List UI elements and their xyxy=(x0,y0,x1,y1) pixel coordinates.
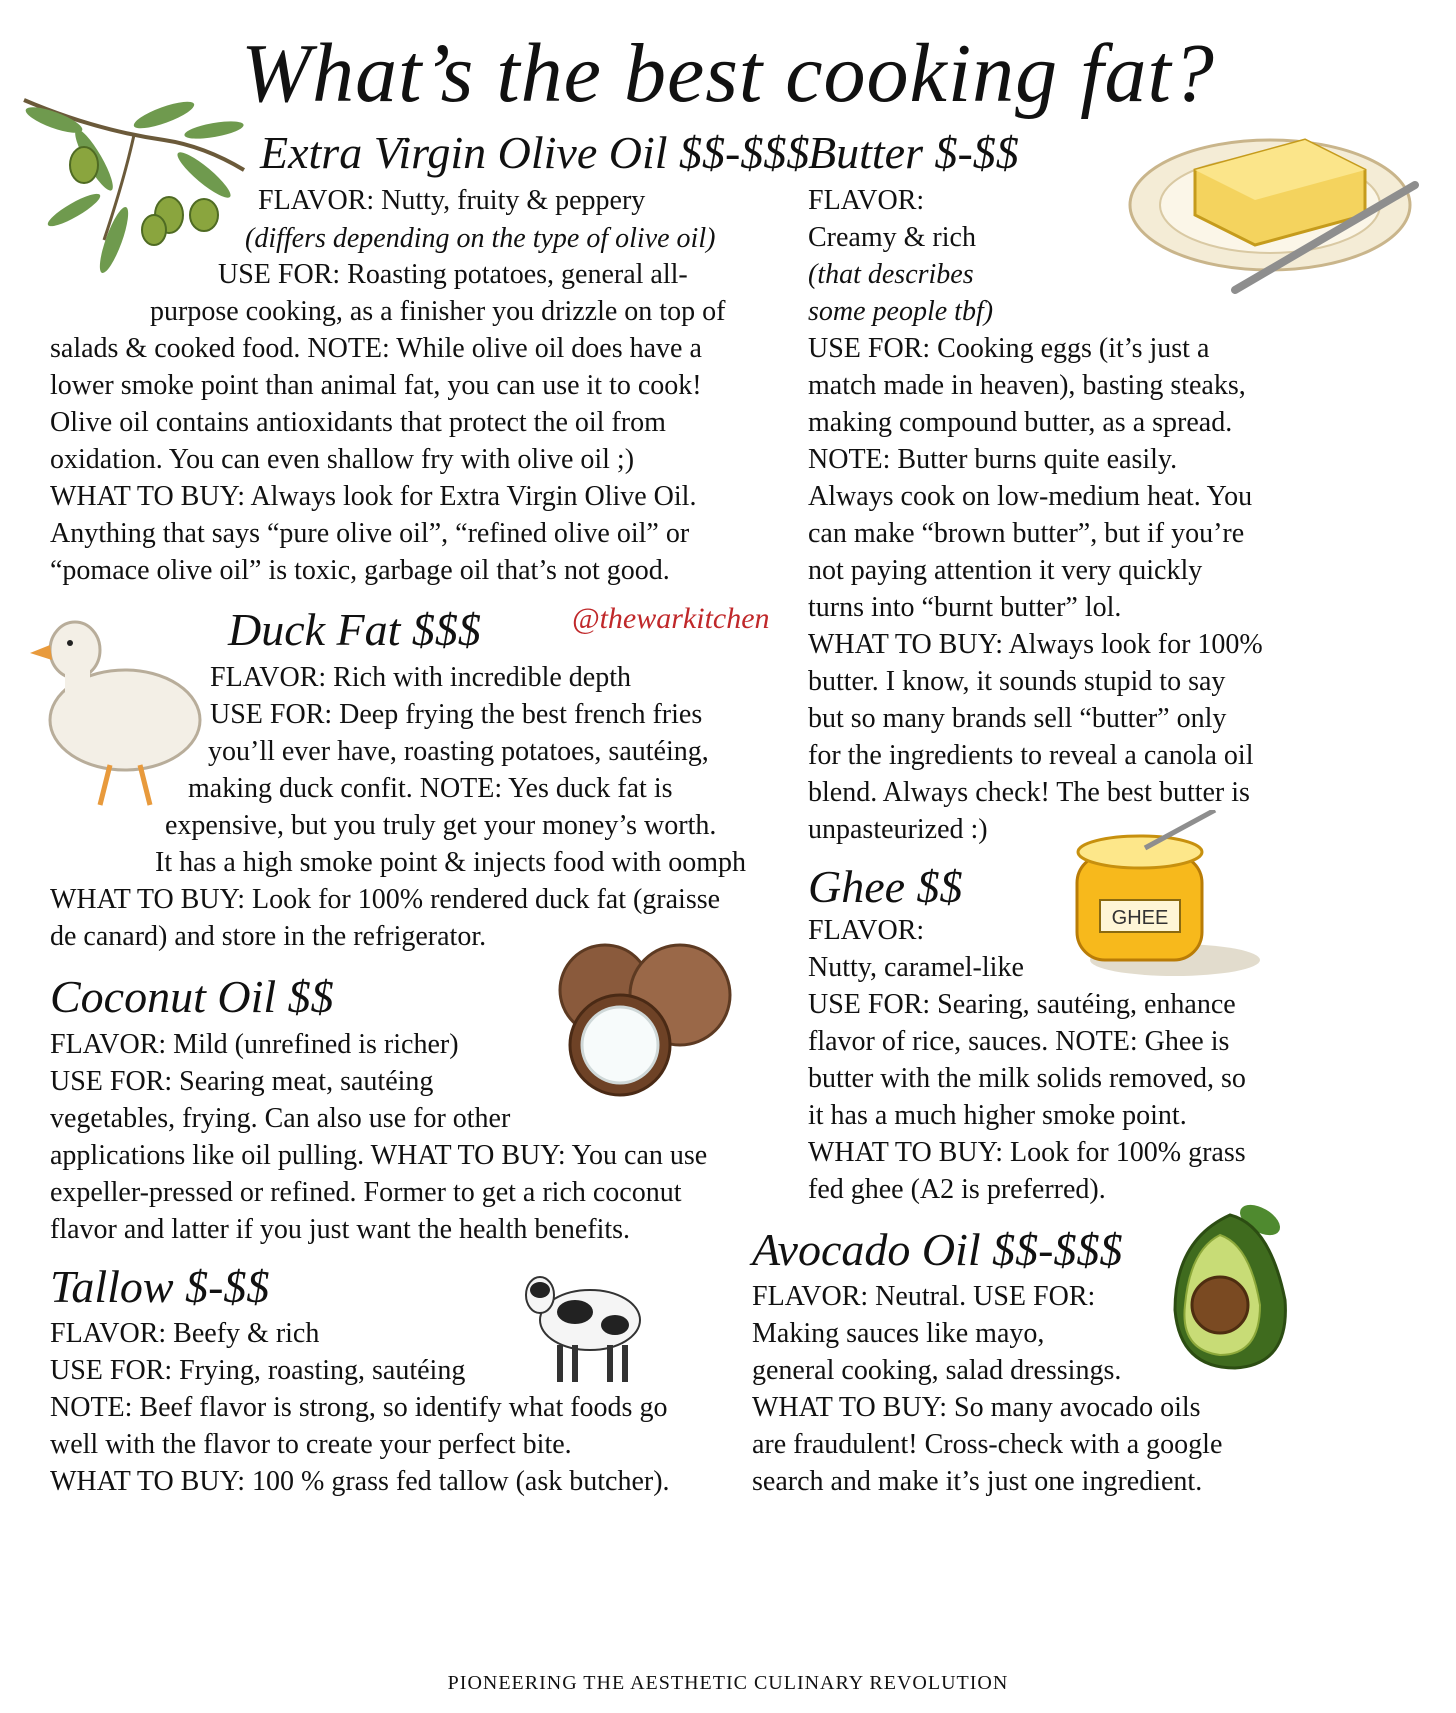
ghee-line: flavor of rice, sauces. NOTE: Ghee is xyxy=(808,1026,1230,1057)
duck-line: USE FOR: Deep frying the best french fries xyxy=(210,699,703,730)
ghee-line: FLAVOR: xyxy=(808,915,925,946)
avocado-line: WHAT TO BUY: So many avocado oils xyxy=(752,1392,1201,1423)
evoo-line: purpose cooking, as a finisher you drizzle on top of xyxy=(150,296,726,327)
avocado-line: search and make it’s just one ingredient. xyxy=(752,1466,1203,1497)
tallow-heading: Tallow $-$$ xyxy=(50,1261,270,1312)
evoo-line: Anything that says “pure olive oil”, “refined olive oil” or xyxy=(50,518,690,549)
avocado-line: Making sauces like mayo, xyxy=(752,1318,1045,1349)
butter-line: (that describes xyxy=(808,259,974,290)
cow-icon xyxy=(515,1260,650,1390)
evoo-line: Olive oil contains antioxidants that protect the oil from xyxy=(50,407,666,438)
tallow-line: NOTE: Beef flavor is strong, so identify what foods go xyxy=(50,1392,668,1423)
duck-line: FLAVOR: Rich with incredible depth xyxy=(210,662,631,693)
butter-line: not paying attention it very quickly xyxy=(808,555,1203,586)
tallow-line: FLAVOR: Beefy & rich xyxy=(50,1318,320,1349)
duck-heading: Duck Fat $$$ xyxy=(228,604,481,655)
butter-line: Creamy & rich xyxy=(808,222,976,253)
butter-line: some people tbf) xyxy=(808,296,994,327)
ghee-line: Nutty, caramel-like xyxy=(808,952,1024,983)
duck-line: de canard) and store in the refrigerator. xyxy=(50,921,487,952)
tallow-line: USE FOR: Frying, roasting, sautéing xyxy=(50,1355,466,1386)
evoo-line: lower smoke point than animal fat, you can use it to cook! xyxy=(50,370,702,401)
butter-line: but so many brands sell “butter” only xyxy=(808,703,1227,734)
butter-line: Always cook on low-medium heat. You xyxy=(808,481,1253,512)
coconut-line: applications like oil pulling. WHAT TO BUY: You can use xyxy=(50,1140,708,1171)
duck-line: WHAT TO BUY: Look for 100% rendered duck fat (graisse xyxy=(50,884,721,915)
avocado-heading: Avocado Oil $$-$$$ xyxy=(752,1224,1123,1275)
butter-line: WHAT TO BUY: Always look for 100% xyxy=(808,629,1263,660)
evoo-heading: Extra Virgin Olive Oil $$-$$$ xyxy=(260,127,810,178)
page-title: What’s the best cooking fat? xyxy=(241,27,1215,120)
coconut-line: vegetables, frying. Can also use for other xyxy=(50,1103,511,1134)
evoo-line: FLAVOR: Nutty, fruity & peppery xyxy=(258,185,646,216)
ghee-line: fed ghee (A2 is preferred). xyxy=(808,1174,1106,1205)
ghee-line: it has a much higher smoke point. xyxy=(808,1100,1187,1131)
butter-line: USE FOR: Cooking eggs (it’s just a xyxy=(808,333,1210,364)
duck-icon xyxy=(30,605,210,815)
butter-line: for the ingredients to reveal a canola oil xyxy=(808,740,1254,771)
handle-text: @thewarkitchen xyxy=(572,602,770,635)
coconut-line: FLAVOR: Mild (unrefined is richer) xyxy=(50,1029,459,1060)
ghee-line: USE FOR: Searing, sautéing, enhance xyxy=(808,989,1236,1020)
butter-line: match made in heaven), basting steaks, xyxy=(808,370,1246,401)
coconut-icon xyxy=(545,935,740,1100)
evoo-line: oxidation. You can even shallow fry with olive oil ;) xyxy=(50,444,635,475)
duck-line: expensive, but you truly get your money’s worth. xyxy=(165,810,717,841)
evoo-line: salads & cooked food. NOTE: While olive oil does have a xyxy=(50,333,702,364)
footer-tagline: PIONEERING THE AESTHETIC CULINARY REVOLUTION xyxy=(447,1672,1009,1694)
butter-line: making compound butter, as a spread. xyxy=(808,407,1233,438)
evoo-line: (differs depending on the type of olive oil) xyxy=(245,223,716,254)
butter-line: NOTE: Butter burns quite easily. xyxy=(808,444,1178,475)
avocado-line: are fraudulent! Cross-check with a google xyxy=(752,1429,1223,1460)
avocado-icon xyxy=(1150,1200,1315,1375)
butter-line: unpasteurized :) xyxy=(808,814,988,845)
ghee-line: WHAT TO BUY: Look for 100% grass xyxy=(808,1137,1246,1168)
ghee-heading: Ghee $$ xyxy=(808,861,963,912)
coconut-line: expeller-pressed or refined. Former to get a rich coconut xyxy=(50,1177,682,1208)
butter-line: blend. Always check! The best butter is xyxy=(808,777,1250,808)
butter-line: butter. I know, it sounds stupid to say xyxy=(808,666,1226,697)
ghee-jar-icon xyxy=(1065,810,1265,980)
duck-line: you’ll ever have, roasting potatoes, sautéing, xyxy=(208,736,709,767)
butter-plate-icon xyxy=(1125,130,1425,300)
duck-line: It has a high smoke point & injects food with oomph xyxy=(155,847,747,878)
coconut-line: USE FOR: Searing meat, sautéing xyxy=(50,1066,434,1097)
butter-heading: Butter $-$$ xyxy=(808,127,1019,178)
evoo-line: WHAT TO BUY: Always look for Extra Virgin Olive Oil. xyxy=(50,481,697,512)
ghee-line: butter with the milk solids removed, so xyxy=(808,1063,1246,1094)
coconut-line: flavor and latter if you just want the health benefits. xyxy=(50,1214,631,1245)
tallow-line: WHAT TO BUY: 100 % grass fed tallow (ask butcher). xyxy=(50,1466,670,1497)
coconut-heading: Coconut Oil $$ xyxy=(50,971,334,1022)
avocado-line: FLAVOR: Neutral. USE FOR: xyxy=(752,1281,1096,1312)
duck-line: making duck confit. NOTE: Yes duck fat is xyxy=(188,773,673,804)
butter-line: FLAVOR: xyxy=(808,185,925,216)
avocado-line: general cooking, salad dressings. xyxy=(752,1355,1122,1386)
ghee-jar-label: GHEE xyxy=(1111,907,1169,929)
evoo-line: “pomace olive oil” is toxic, garbage oil that’s not good. xyxy=(50,555,670,586)
evoo-line: USE FOR: Roasting potatoes, general all- xyxy=(218,259,688,290)
butter-line: can make “brown butter”, but if you’re xyxy=(808,518,1245,549)
tallow-line: well with the flavor to create your perfect bite. xyxy=(50,1429,572,1460)
butter-line: turns into “burnt butter” lol. xyxy=(808,592,1122,623)
